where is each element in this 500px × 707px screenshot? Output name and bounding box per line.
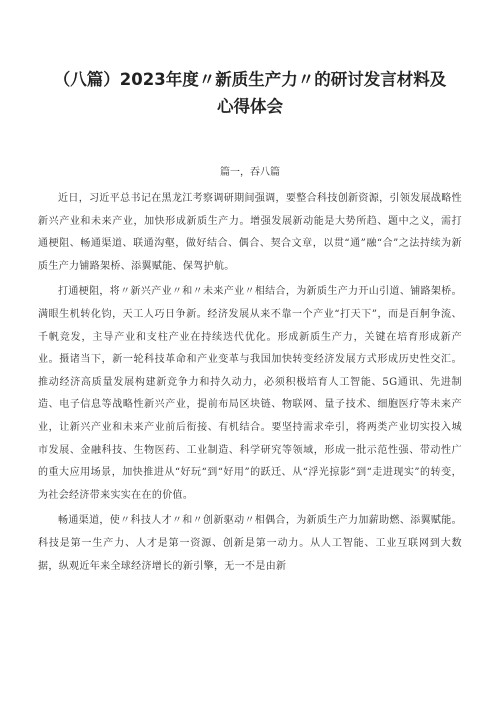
document-body <box>38 188 462 578</box>
paragraph: 近日，习近平总书记在黑龙江考察调研期间强调，要整合科技创新资源，引领发展战略性新兴产业和未来产业，加快形成新质生产力。增强发展新动能是大势所趋、题中之义，需打通梗阻、畅通渠道、联通沟壑，做好结合、偶合、契合文章，以贯“通”融“合”之法持续为新质生产力铺路架桥、添翼赋能、保驾护航。 <box>38 193 462 272</box>
paragraph: 畅通渠道，使〃科技人才〃和〃创新驱动〃相偶合，为新质生产力加薪助燃、添翼赋能。科技是第一生产力、人才是第一资源、创新是第一动力。从人工智能、工业互联网到大数据，纵观近年来全球经济增长的新引擎，无一不是由新 <box>38 515 462 572</box>
document-title: （八篇）2023年度〃新质生产力〃的研讨发言材料及心得体会 <box>53 70 447 116</box>
paragraph: 打通梗阻，将〃新兴产业〃和〃未来产业〃相结合，为新质生产力开山引道、铺路架桥。满眼生机转化钧，天工人巧日争新。经济发展从来不靠一个产业“打天下”，而是百舸争流、千帆竞发，主导产业和支柱产业在持续迭代优化。形成新质生产力，关键在培育形成新产业。摄诸当下，新一轮科技革命和产业变革与我国加快转变经济发展方式形成历史性交汇。推动经济高质量发展构建新竞争力和持久动力，必须积极培育人工智能、5G通讯、先进制造、电子信息等战略性新兴产业，提前布局区块链、物联网、量子技术、细胞医疗等未来产业，让新兴产业和未来产业前后衔接、有机结合。要坚持需求牵引，将两类产业切实投入城市发展、金融科技、生物医药、工业制造、科学研究等领域，形成一批示范性强、带动性广的重大应用场景，加快推进从“好玩“到“好用”的跃迁、从“浮光掠影”到“走进现实”的转变，为社会经济带来实实在在的价值。 <box>38 286 462 501</box>
section-heading: 篇一，吞八篇 <box>220 167 280 178</box>
